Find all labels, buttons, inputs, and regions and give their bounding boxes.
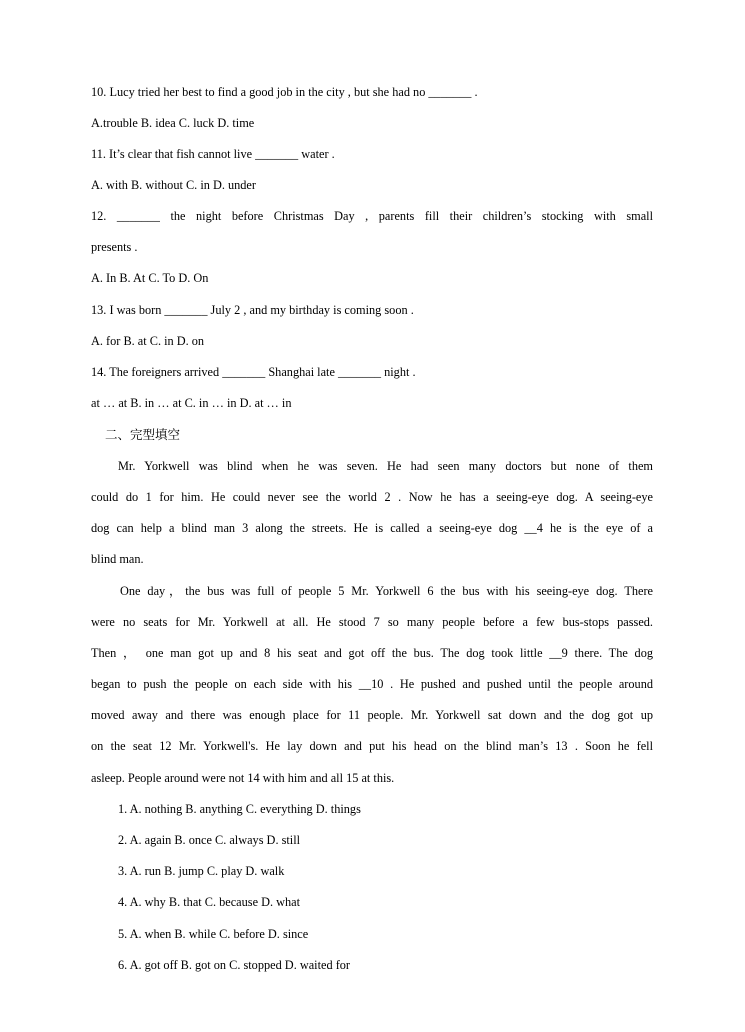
cloze-option-4: 4. A. why B. that C. because D. what: [118, 895, 301, 909]
passage-line: asleep. People around were not 14 with him and all 15 at this.: [91, 771, 395, 785]
passage-line: were no seats for Mr. Yorkwell at all. He stood 7 so many people before a few bus-stops passed.: [91, 615, 653, 629]
passage-line: blind man.: [91, 552, 144, 566]
options-10: A.trouble B. idea C. luck D. time: [91, 116, 255, 130]
cloze-option-2: 2. A. again B. once C. always D. still: [118, 833, 301, 847]
question-13: 13. I was born _______ July 2 , and my birthday is coming soon .: [91, 303, 414, 317]
question-12-cont: presents .: [91, 240, 138, 254]
passage-line: moved away and there was enough place for 11 people. Mr. Yorkwell sat down and the dog got up: [91, 708, 653, 722]
question-14: 14. The foreigners arrived _______ Shanghai late _______ night .: [91, 365, 416, 379]
options-14: at … at B. in … at C. in … in D. at … in: [91, 396, 292, 410]
passage-line: could do 1 for him. He could never see the world 2 . Now he has a seeing-eye dog. A seeing-eye: [91, 490, 653, 504]
passage-line: began to push the people on each side with his __10 . He pushed and pushed until the people around: [91, 677, 653, 691]
passage-line: Then ， one man got up and 8 his seat and got off the bus. The dog took little __9 there. The dog: [91, 646, 653, 660]
options-12: A. In B. At C. To D. On: [91, 271, 209, 285]
cloze-option-5: 5. A. when B. while C. before D. since: [118, 927, 309, 941]
question-12: 12. _______ the night before Christmas Day , parents fill their children’s stocking with small: [91, 209, 653, 223]
passage-line: One day，the bus was full of people 5 Mr. Yorkwell 6 the bus with his seeing-eye dog. There: [120, 584, 653, 598]
section-heading: 二、完型填空: [105, 427, 181, 442]
cloze-option-6: 6. A. got off B. got on C. stopped D. waited for: [118, 958, 351, 972]
passage-line: on the seat 12 Mr. Yorkwell's. He lay down and put his head on the blind man’s 13 . Soon he fell: [91, 739, 653, 753]
options-11: A. with B. without C. in D. under: [91, 178, 256, 192]
question-11: 11. It’s clear that fish cannot live _______ water .: [91, 147, 335, 161]
passage-line: Mr. Yorkwell was blind when he was seven. He had seen many doctors but none of them: [118, 459, 653, 473]
passage-line: dog can help a blind man 3 along the streets. He is called a seeing-eye dog __4 he is the eye of a: [91, 521, 653, 535]
cloze-option-3: 3. A. run B. jump C. play D. walk: [118, 864, 285, 878]
cloze-option-1: 1. A. nothing B. anything C. everything D. things: [118, 802, 361, 816]
question-10: 10. Lucy tried her best to find a good job in the city , but she had no _______ .: [91, 85, 478, 99]
options-13: A. for B. at C. in D. on: [91, 334, 205, 348]
